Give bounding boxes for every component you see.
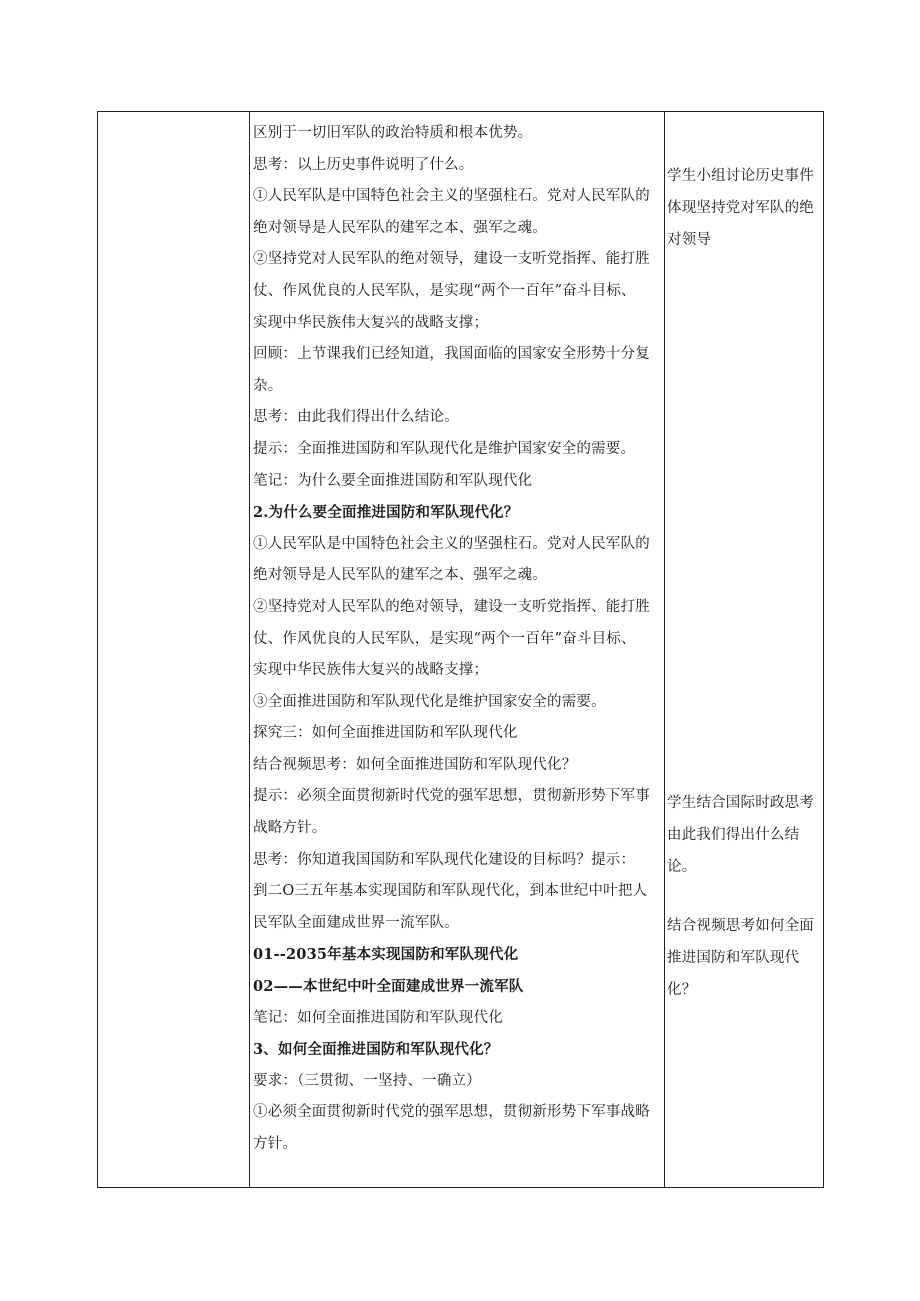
section-heading: 3、如何全面推进国防和军队现代化？ <box>253 1041 499 1059</box>
text-line: 思考：由此我们得出什么结论。 <box>253 409 459 426</box>
note-line: 由此我们得出什么结 <box>667 827 800 843</box>
note-line: 学生结合国际时政思考 <box>667 795 814 811</box>
note-line: 论。 <box>667 859 697 875</box>
text-line: 仗、作风优良的人民军队，是实现“两个一百年”奋斗目标、 <box>253 630 636 647</box>
note-line: 学生小组讨论历史事件 <box>667 168 814 184</box>
text-line: ①人民军队是中国特色社会主义的坚强柱石。党对人民军队的 <box>253 535 650 552</box>
main-content-column <box>250 112 665 1187</box>
lesson-plan-table <box>97 111 824 1188</box>
text-line: 探究三：如何全面推进国防和军队现代化 <box>253 725 518 742</box>
activity-note-2 <box>667 787 823 883</box>
text-line: ②坚持党对人民军队的绝对领导，建设一支听党指挥、能打胜 <box>253 251 650 268</box>
text-line: 杂。 <box>253 377 283 394</box>
note-line: 推进国防和军队现代 <box>667 950 800 966</box>
activity-note-3 <box>667 910 823 1006</box>
note-line: 体现坚持党对军队的绝 <box>667 200 814 216</box>
text-line: 笔记：如何全面推进国防和军队现代化 <box>253 1009 503 1026</box>
text-line: 战略方针。 <box>253 820 327 837</box>
text-line: 实现中华民族伟大复兴的战略支撑； <box>253 662 489 679</box>
text-line: 绝对领导是人民军队的建军之本、强军之魂。 <box>253 567 547 584</box>
text-line: 实现中华民族伟大复兴的战略支撑； <box>253 314 489 331</box>
text-line: ③全面推进国防和军队现代化是维护国家安全的需要。 <box>253 693 606 710</box>
note-line: 对领导 <box>667 232 712 248</box>
text-line: 提示：必须全面贯彻新时代党的强军思想，贯彻新形势下军事 <box>253 788 650 805</box>
student-activity-column <box>665 112 823 1187</box>
activity-note-1 <box>667 160 823 256</box>
goal-line: 02——本世纪中叶全面建成世界一流军队 <box>253 978 524 996</box>
text-line: ②坚持党对人民军队的绝对领导，建设一支听党指挥、能打胜 <box>253 598 650 615</box>
text-line: 结合视频思考：如何全面推进国防和军队现代化？ <box>253 756 577 773</box>
section-heading: 2.为什么要全面推进国防和军队现代化？ <box>253 504 519 522</box>
text-line: 绝对领导是人民军队的建军之本、强军之魂。 <box>253 219 547 236</box>
text-line: 要求：（三贯彻、一坚持、一确立） <box>253 1072 481 1089</box>
text-line: 民军队全面建成世界一流军队。 <box>253 914 459 931</box>
text-line: 笔记：为什么要全面推进国防和军队现代化 <box>253 472 533 489</box>
goal-line: 01--2035年基本实现国防和军队现代化 <box>253 946 519 964</box>
text-line: 思考：你知道我国国防和军队现代化建设的目标吗？提示： <box>253 851 636 868</box>
text-line: 提示：全面推进国防和军队现代化是维护国家安全的需要。 <box>253 440 636 457</box>
text-line: 思考：以上历史事件说明了什么。 <box>253 156 474 173</box>
text-line: 回顾：上节课我们已经知道，我国面临的国家安全形势十分复 <box>253 346 650 363</box>
text-line: 区别于一切旧军队的政治特质和根本优势。 <box>253 125 533 141</box>
text-line: ①必须全面贯彻新时代党的强军思想，贯彻新形势下军事战略 <box>253 1104 650 1121</box>
text-line: 方针。 <box>253 1136 298 1152</box>
note-line: 结合视频思考如何全面 <box>667 918 814 934</box>
text-line: ①人民军队是中国特色社会主义的坚强柱石。党对人民军队的 <box>253 188 650 205</box>
left-column <box>98 112 250 1187</box>
note-line: 化？ <box>667 982 697 998</box>
text-line: 到二O三五年基本实现国防和军队现代化，到本世纪中叶把人 <box>253 883 648 900</box>
text-line: 仗、作风优良的人民军队，是实现“两个一百年”奋斗目标、 <box>253 282 636 299</box>
